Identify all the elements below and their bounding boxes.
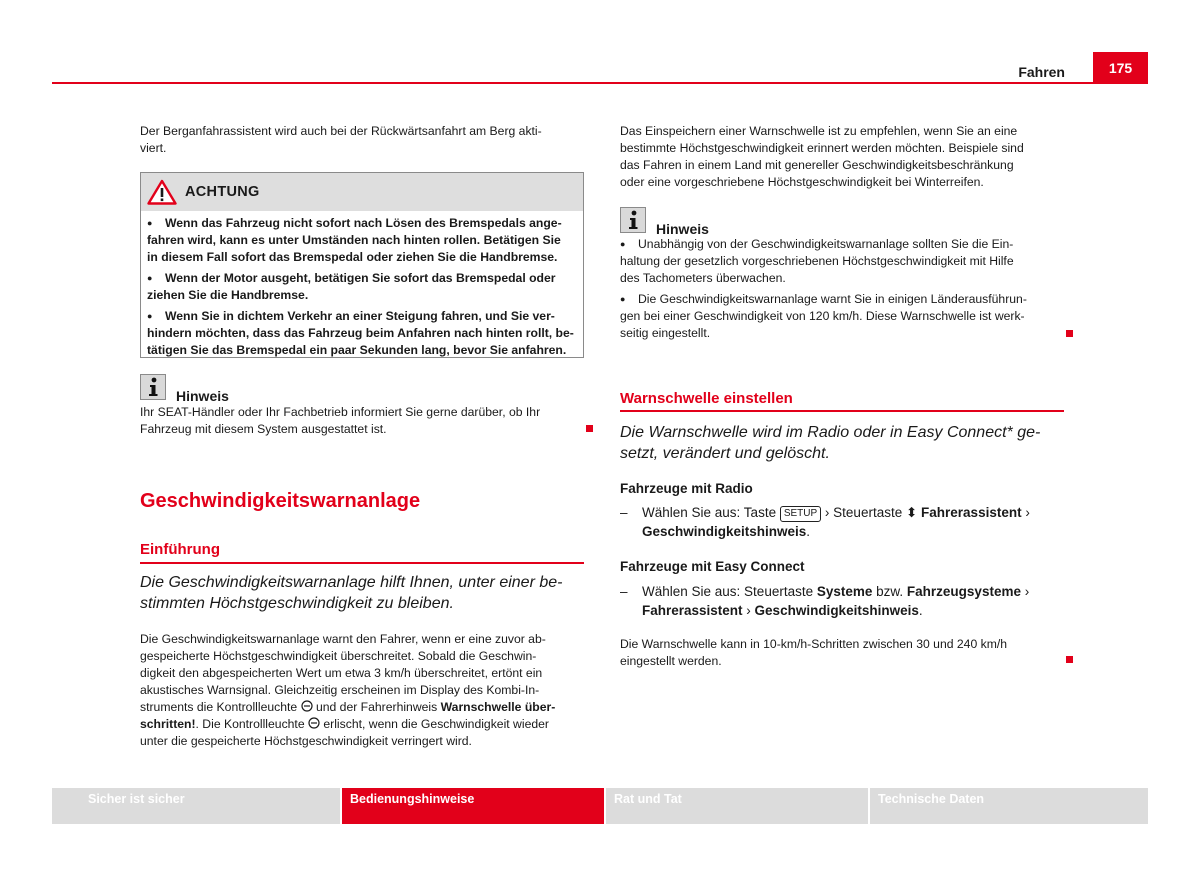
note-list [620,236,1070,342]
step-text: › [1021,505,1030,520]
body-text: erlischt, wenn die Geschwindigkeit wieder unter die gespeicherte Höchstgeschwindigkeit verringert wird. [140,717,549,748]
note-title: Hinweis [176,388,229,404]
end-mark [1066,656,1073,663]
warning-item: ● Wenn das Fahrzeug nicht sofort nach Lösen des Bremspedals ange- fahren wird, kann es unter Umständen nach hinten rollen. Betätigen Sie in diesem Fall sofort das Bremspedal oder ziehen Sie die Handbremse. [147,215,577,266]
warning-header [141,173,583,211]
warning-item: ● Wenn Sie in dichtem Verkehr an einer Steigung fahren, und Sie ver- hindern möchten, dass das Fahrzeug beim Anfahren nach hinten rollt, be- tätigen Sie das Bremspedal ein paar Sekunden lang, bevor Sie anfahren. [147,308,577,359]
subheading-easy-connect: Fahrzeuge mit Easy Connect [620,559,805,574]
step-dash: – [620,505,628,520]
note-heading-right [620,207,709,237]
chapter-title: Geschwindigkeitswarnanlage [140,490,421,512]
running-head-section: Fahren [1018,64,1065,80]
section-title-intro: Einführung [140,541,220,558]
footer-tab-technische-daten[interactable]: Technische Daten [870,788,1148,824]
note-text: Ihr SEAT-Händler oder Ihr Fachbetrieb informiert Sie gerne darüber, ob Ihr Fahrzeug mit diesem System ausgestattet ist. [140,405,541,436]
info-icon [140,374,166,400]
warning-item: ● Wenn der Motor ausgeht, betätigen Sie sofort das Bremspedal oder ziehen Sie die Handbremse. [147,270,577,304]
subheading-radio: Fahrzeuge mit Radio [620,481,753,496]
step-text: Wählen Sie aus: Steuertaste [642,584,817,599]
warning-triangle-icon [147,179,177,205]
step-dash: – [620,584,628,599]
step-easy-connect [620,582,1070,620]
step-text: bzw. [872,584,907,599]
step-text: . [806,524,811,539]
step-text: › Steuertaste [821,505,906,520]
page-number: 175 [1093,52,1148,84]
end-mark [1066,330,1073,337]
end-mark [586,425,593,432]
body-text: Die Geschwindigkeitswarnanlage warnt den Fahrer, wenn er eine zuvor ab- gespeicherte Höchstgeschwindigkeit überschreitet. Sobald die Geschwin- digkeit den abgespeicherten Wert um etwa 3 km/h überschreitet, ertönt ein akustisches Warnsignal. Gleichzeitig erscheinen im Display des Kombi-In- struments die Kontrollleuchte [140,632,546,714]
body-bold: Warnschwelle über- schritten! [140,700,556,731]
right-intro-paragraph: Das Einspeichern einer Warnschwelle ist zu empfehlen, wenn Sie an eine bestimmte Höchstgeschwindigkeit erinnert werden möchten. Beispiele sind das Fahren in einem Land mit genereller Geschwindigkeitsbeschränkung oder eine vorgeschriebene Höchstgeschwindigkeit bei Winterreifen. [620,124,1024,189]
step-text: › [742,603,755,618]
note-heading-left [140,374,229,404]
body-text: und der Fahrerhinweis [312,700,441,714]
step-text: › [1020,584,1030,599]
body-text: . Die Kontrollleuchte [195,717,308,731]
footer-tab-sicher[interactable]: Sicher ist sicher [52,788,340,824]
warning-box [140,172,584,358]
step-bold: Geschwindigkeitshinweis [642,524,807,539]
warning-title: ACHTUNG [185,184,260,200]
setup-key: SETUP [780,506,821,522]
section-rule [140,562,584,564]
lead-text-right: Die Warnschwelle wird im Radio oder in Easy Connect* ge- setzt, verändert und gelöscht. [620,424,1041,462]
warning-light-icon [301,700,313,712]
note-title: Hinweis [656,221,709,237]
lead-text-left: Die Geschwindigkeitswarnanlage hilft Ihnen, unter einer be- stimmten Höchstgeschwindigkeit zu bleiben. [140,574,563,612]
up-down-arrows-icon: ⬍ [905,505,918,520]
step-text: . [918,603,923,618]
body-paragraph [140,631,590,750]
outro-paragraph: Die Warnschwelle kann in 10-km/h-Schritten zwischen 30 und 240 km/h eingestellt werden. [620,637,1008,668]
section-title-settings: Warnschwelle einstellen [620,390,793,407]
warning-light-icon [308,717,320,729]
step-bold: Fahrzeugsysteme [906,584,1021,599]
step-bold: Geschwindigkeitshinweis [754,603,919,618]
footer-tab-bedienungshinweise[interactable]: Bedienungshinweise [342,788,604,824]
intro-paragraph: Der Berganfahrassistent wird auch bei der Rückwärtsanfahrt am Berg akti- viert. [140,124,542,155]
header-rule [52,82,1148,84]
step-radio [620,503,1070,541]
step-bold: Fahrerassistent [917,505,1022,520]
footer-tab-rat-und-tat[interactable]: Rat und Tat [606,788,868,824]
note-item: ● Die Geschwindigkeitswarnanlage warnt Sie in einigen Länderausführun- gen bei einer Geschwindigkeit von 120 km/h. Diese Warnschwelle ist werk- seitig eingestellt. [620,291,1070,342]
note-item: ● Unabhängig von der Geschwindigkeitswarnanlage sollten Sie die Ein- haltung der gesetzlich vorgeschriebenen Höchstgeschwindigkeit mit Hilfe des Tachometers überwachen. [620,236,1070,287]
step-bold: Fahrerassistent [642,603,743,618]
info-icon [620,207,646,233]
warning-list [141,211,583,359]
step-bold: Systeme [816,584,873,599]
section-rule [620,410,1064,412]
step-text: Wählen Sie aus: Taste [642,505,780,520]
